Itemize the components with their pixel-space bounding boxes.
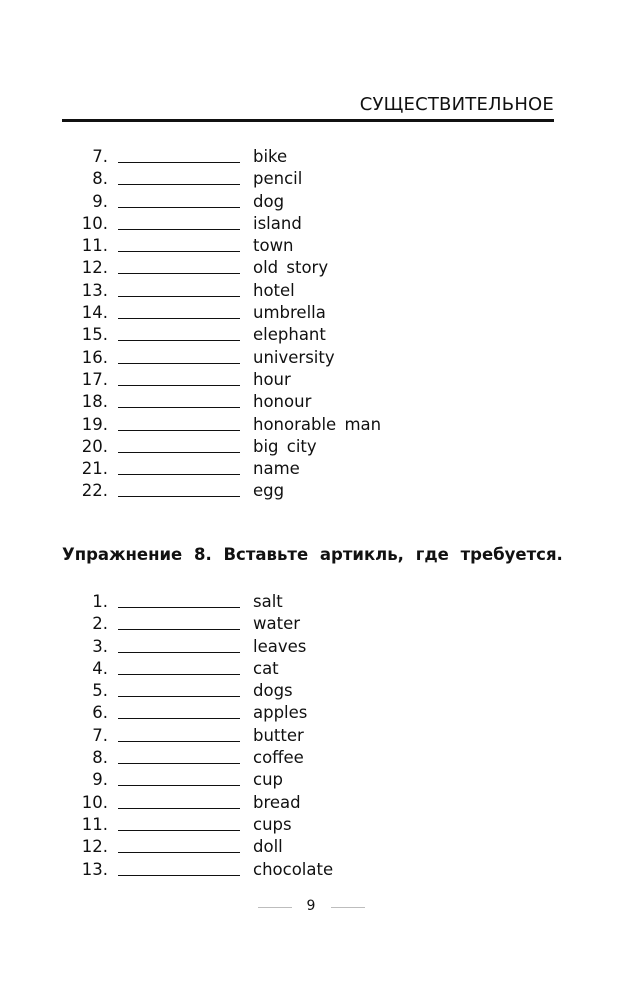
- list-item: [62, 369, 542, 391]
- item-number: 8.: [92, 748, 108, 768]
- answer-blank: [118, 808, 240, 809]
- answer-blank: [118, 785, 240, 786]
- answer-blank: [118, 452, 240, 453]
- item-number: 1.: [92, 592, 108, 611]
- item-word: old story: [253, 258, 329, 278]
- list-item: [62, 235, 542, 257]
- item-word: butter: [253, 725, 304, 745]
- item-word: bike: [253, 147, 288, 166]
- answer-blank: [118, 184, 240, 185]
- list-item: [62, 658, 542, 680]
- answer-blank: [118, 273, 240, 274]
- answer-blank: [118, 207, 240, 208]
- item-number: 10.: [81, 213, 108, 233]
- list-item: [62, 302, 542, 324]
- item-word: doll: [253, 837, 283, 857]
- list-item: [62, 436, 542, 458]
- list-item: [62, 747, 542, 769]
- answer-blank: [118, 496, 240, 497]
- page-number: 9: [306, 898, 316, 914]
- answer-blank: [118, 741, 240, 742]
- item-word: island: [253, 213, 302, 233]
- item-number: 7.: [92, 725, 108, 745]
- list-item: [62, 613, 542, 635]
- list-item: [62, 324, 542, 346]
- answer-blank: [118, 229, 240, 230]
- footer-rule-left: [258, 907, 292, 908]
- item-word: cups: [253, 814, 292, 834]
- item-number: 15.: [81, 325, 108, 345]
- item-word: coffee: [253, 748, 304, 768]
- item-number: 13.: [81, 280, 108, 300]
- answer-blank: [118, 629, 240, 630]
- item-number: 6.: [92, 703, 108, 723]
- answer-blank: [118, 718, 240, 719]
- item-word: water: [253, 614, 301, 634]
- item-word: pencil: [253, 169, 303, 189]
- list-item: [62, 391, 542, 413]
- list-item: [62, 414, 542, 436]
- list-item: [62, 792, 542, 814]
- item-number: 12.: [81, 258, 108, 278]
- exercise-7-list: [62, 146, 542, 503]
- item-number: 2.: [92, 614, 108, 634]
- item-number: 11.: [81, 814, 108, 834]
- answer-blank: [118, 875, 240, 876]
- answer-blank: [118, 674, 240, 675]
- list-item: [62, 168, 542, 190]
- list-item: [62, 146, 542, 168]
- list-item: [62, 680, 542, 702]
- list-item: [62, 191, 542, 213]
- list-item: [62, 257, 542, 279]
- exercise-8-heading: Упражнение 8. Вставьте артикль, где требуется.: [62, 545, 563, 564]
- answer-blank: [118, 830, 240, 831]
- item-word: bread: [253, 792, 301, 812]
- list-item: [62, 769, 542, 791]
- answer-blank: [118, 852, 240, 853]
- item-word: university: [253, 347, 335, 367]
- item-number: 9.: [92, 770, 108, 790]
- item-word: umbrella: [253, 303, 326, 323]
- item-number: 13.: [81, 859, 108, 879]
- item-word: cat: [253, 658, 279, 678]
- item-word: apples: [253, 703, 308, 723]
- item-number: 16.: [81, 347, 108, 367]
- item-number: 14.: [81, 303, 108, 323]
- item-number: 4.: [92, 658, 108, 678]
- list-item: [62, 591, 542, 613]
- item-number: 19.: [81, 414, 108, 434]
- item-number: 9.: [92, 191, 108, 211]
- item-number: 3.: [92, 636, 108, 656]
- answer-blank: [118, 318, 240, 319]
- item-number: 18.: [81, 392, 108, 412]
- item-word: leaves: [253, 636, 307, 656]
- list-item: [62, 280, 542, 302]
- answer-blank: [118, 363, 240, 364]
- footer-rule-right: [331, 907, 365, 908]
- list-item: [62, 480, 542, 502]
- item-number: 11.: [81, 236, 108, 256]
- list-item: [62, 859, 542, 881]
- item-word: honour: [253, 392, 312, 412]
- list-item: [62, 458, 542, 480]
- list-item: [62, 213, 542, 235]
- item-word: hour: [253, 369, 291, 389]
- answer-blank: [118, 474, 240, 475]
- item-word: chocolate: [253, 859, 334, 879]
- answer-blank: [118, 430, 240, 431]
- item-word: town: [253, 236, 294, 256]
- answer-blank: [118, 340, 240, 341]
- item-word: egg: [253, 481, 285, 501]
- answer-blank: [118, 251, 240, 252]
- item-word: dog: [253, 191, 285, 211]
- header-rule: [62, 119, 554, 122]
- answer-blank: [118, 296, 240, 297]
- item-word: big city: [253, 436, 317, 456]
- item-word: honorable man: [253, 414, 382, 434]
- list-item: [62, 725, 542, 747]
- item-word: name: [253, 459, 300, 479]
- item-number: 21.: [81, 459, 108, 479]
- exercise-8-list: [62, 591, 542, 881]
- answer-blank: [118, 652, 240, 653]
- item-word: cup: [253, 770, 284, 790]
- item-number: 5.: [92, 681, 108, 701]
- answer-blank: [118, 763, 240, 764]
- answer-blank: [118, 162, 240, 163]
- running-header-title: СУЩЕСТВИТЕЛЬНОЕ: [359, 94, 554, 115]
- item-word: dogs: [253, 681, 293, 701]
- item-word: elephant: [253, 325, 326, 345]
- item-number: 17.: [81, 369, 108, 389]
- item-number: 12.: [81, 837, 108, 857]
- item-number: 8.: [92, 169, 108, 189]
- answer-blank: [118, 385, 240, 386]
- item-number: 10.: [81, 792, 108, 812]
- list-item: [62, 347, 542, 369]
- item-number: 20.: [81, 436, 108, 456]
- list-item: [62, 836, 542, 858]
- item-number: 22.: [81, 481, 108, 501]
- item-word: salt: [253, 592, 283, 611]
- item-number: 7.: [92, 147, 108, 166]
- answer-blank: [118, 607, 240, 608]
- answer-blank: [118, 696, 240, 697]
- item-word: hotel: [253, 280, 295, 300]
- list-item: [62, 702, 542, 724]
- list-item: [62, 636, 542, 658]
- answer-blank: [118, 407, 240, 408]
- list-item: [62, 814, 542, 836]
